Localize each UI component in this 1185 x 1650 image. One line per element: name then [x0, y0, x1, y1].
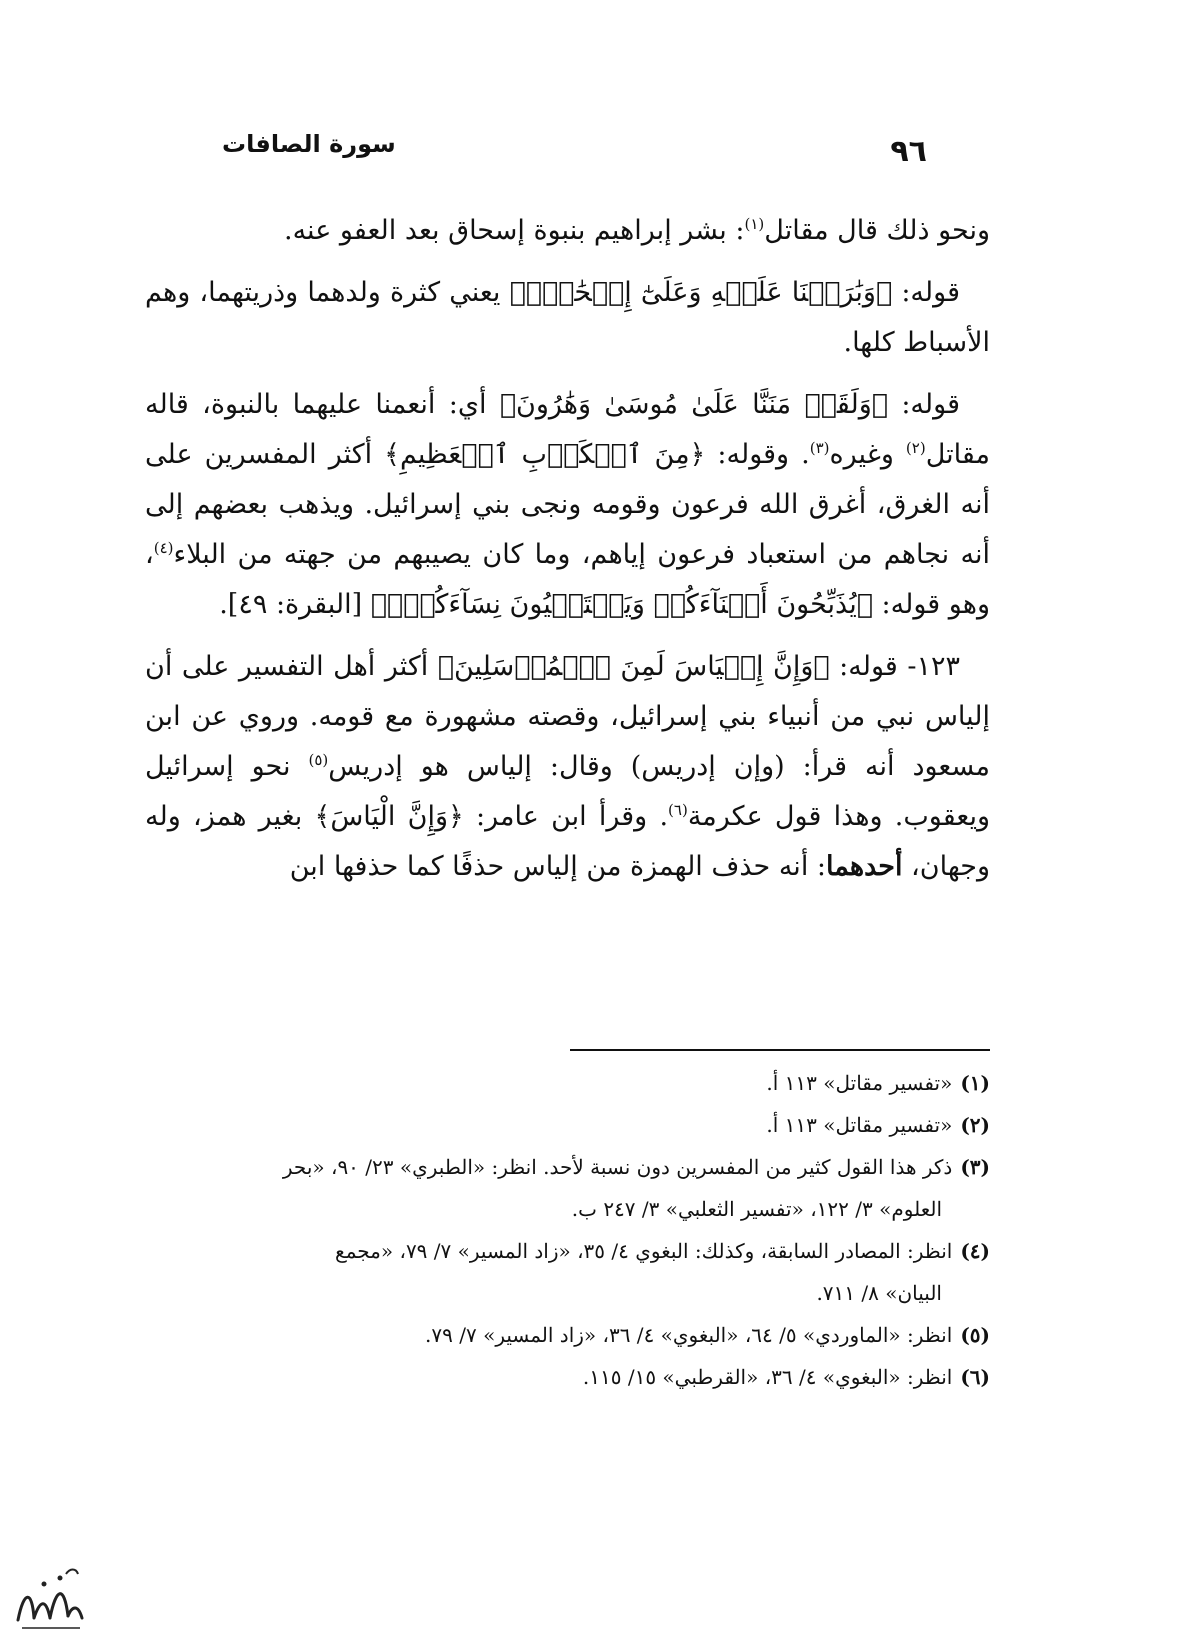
main-text: [145, 206, 990, 904]
footnote-ref-3: (٣): [809, 439, 830, 457]
footnote-divider: [570, 1049, 990, 1051]
text-run: . وقرأ ابن عامر:: [463, 801, 669, 832]
quran-verse: ﴿وَإِنَّ إِلۡيَاسَ لَمِنَ ٱلۡمُرۡسَلِينَ﴾: [437, 651, 830, 682]
quran-verse: ﴿وَلَقَدۡ مَنَنَّا عَلَىٰ مُوسَىٰ وَهَٰرُونَ﴾: [499, 389, 888, 420]
footnote-text: «تفسير مقاتل» ١١٣ أ.: [766, 1071, 953, 1095]
text-run: أكثر أهل التفسير على أن إلياس نبي من أنبياء بني إسرائيل، وقصته مشهورة مع قومه. وروي عن ابن مسعود أنه قرأ: (وإن إدريس) وقال: إلياس هو إدريس: [145, 651, 990, 782]
text-run: أكثر المفسرين على أنه الغرق، أغرق الله فرعون وقومه ونجى بني إسرائيل. ويذهب بعضهم إلى أنه نجاهم من استعباد فرعون إياهم، وما كان يصيبهم من جهته من البلاء: [145, 439, 990, 570]
bold-term: أحدهما: [826, 851, 903, 882]
footnote-text: ذكر هذا القول كثير من المفسرين دون نسبة لأحد. انظر: «الطبري» ٢٣/ ٩٠، «بحر: [282, 1155, 953, 1179]
footnote-continuation: البيان» ٨/ ٧١١.: [816, 1281, 942, 1305]
footnote-5: [145, 1314, 990, 1356]
footnote-number: (٥): [960, 1323, 990, 1347]
text-run: . وقوله:: [705, 439, 810, 470]
text-run: ١٢٣- قوله:: [829, 651, 960, 682]
footnote-6: [145, 1356, 990, 1398]
footnote-ref-5: (٥): [308, 751, 329, 769]
footnote-text: انظر: المصادر السابقة، وكذلك: البغوي ٤/ ٣٥، «زاد المسير» ٧/ ٧٩، «مجمع: [335, 1239, 953, 1263]
footnote-continuation: العلوم» ٣/ ١٢٢، «تفسير الثعلبي» ٣/ ٢٤٧ ب.: [571, 1197, 942, 1221]
text-run: نحو إسرائيل ويعقوب. وهذا قول عكرمة: [145, 751, 990, 832]
footnotes: [145, 1062, 990, 1398]
paragraph-4: [145, 642, 990, 892]
footnote-number: (٣): [960, 1155, 990, 1179]
text-run: يعني كثرة ولدهما وذريتهما، وهم الأسباط كلها.: [145, 277, 990, 358]
text-run: أي: أنعمنا عليهما بالنبوة، قاله مقاتل: [145, 389, 991, 470]
footnote-ref-6: (٦): [668, 801, 688, 819]
footnote-number: (٤): [960, 1239, 990, 1263]
footnote-text: انظر: «البغوي» ٤/ ٣٦، «القرطبي» ١٥/ ١١٥.: [582, 1365, 953, 1389]
text-run: ، وهو قوله:: [145, 539, 990, 620]
surah-title: سورة الصافات: [222, 130, 396, 158]
publisher-logo-icon: [10, 1560, 90, 1640]
page-number: ٩٦: [890, 134, 927, 169]
quran-verse: ﴿وَإِنَّ الْيَاسَ﴾: [314, 801, 464, 832]
text-run: : بشر إبراهيم بنبوة إسحاق بعد العفو عنه.: [284, 215, 745, 246]
footnote-number: (١): [960, 1071, 990, 1095]
text-run: ونحو ذلك قال مقاتل: [764, 215, 990, 246]
text-run: وغيره: [829, 439, 906, 470]
text-run: [البقرة: ٤٩].: [219, 589, 371, 620]
paragraph-1: [145, 206, 990, 256]
footnote-4: [145, 1230, 990, 1314]
paragraph-2: [145, 268, 990, 368]
quran-verse: ﴿يُذَبِّحُونَ أَبۡنَآءَكُمۡ وَيَسۡتَحۡيُونَ نِسَآءَكُمۡۚ﴾: [370, 589, 873, 620]
footnote-number: (٦): [960, 1365, 990, 1389]
running-header: [222, 128, 927, 172]
footnote-ref-1: (١): [744, 215, 765, 233]
footnote-text: انظر: «الماوردي» ٥/ ٦٤، «البغوي» ٤/ ٣٦، «زاد المسير» ٧/ ٧٩.: [425, 1323, 953, 1347]
quran-verse: ﴿وَبَٰرَكۡنَا عَلَيۡهِ وَعَلَىٰٓ إِسۡحَٰقَۚ﴾: [509, 277, 893, 308]
paragraph-3: [145, 380, 990, 630]
text-run: بغير همز، وله وجهان،: [145, 801, 990, 882]
text-run: قوله:: [892, 277, 960, 308]
footnote-number: (٢): [960, 1113, 990, 1137]
footnote-1: [145, 1062, 990, 1104]
text-run: : أنه حذف الهمزة من إلياس حذفًا كما حذفها ابن: [289, 851, 827, 882]
footnote-3: [145, 1146, 990, 1230]
quran-verse: ﴿مِنَ ٱلۡكَرۡبِ ٱلۡعَظِيمِ﴾: [384, 439, 706, 470]
footnote-2: [145, 1104, 990, 1146]
text-run: قوله:: [888, 389, 960, 420]
footnote-ref-4: (٤): [153, 539, 174, 557]
footnote-ref-2: (٢): [905, 439, 926, 457]
footnote-text: «تفسير مقاتل» ١١٣ أ.: [766, 1113, 953, 1137]
